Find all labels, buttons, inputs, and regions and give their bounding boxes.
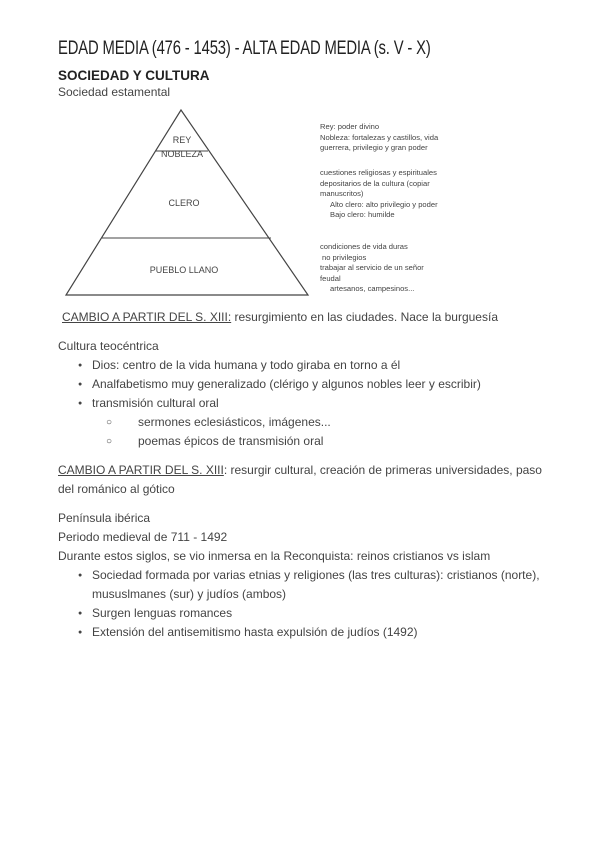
note-line: trabajar al servicio de un señor (320, 263, 424, 272)
estamental-label: Sociedad estamental (58, 85, 171, 99)
teocentrica-heading: Cultura teocéntrica (58, 339, 159, 353)
cambio-label: CAMBIO A PARTIR DEL S. XIII: (62, 310, 232, 324)
note-line: feudal (320, 273, 341, 283)
list-item: ● transmisión cultural oral (58, 394, 558, 413)
list-item: ● Sociedad formada por varias etnias y religiones (las tres culturas): cristianos (norte), mususlmanes (sur) y judíos (ambos) (58, 566, 558, 604)
section-heading: SOCIEDAD Y CULTURA (58, 68, 210, 83)
pyramid-drawing (58, 102, 558, 308)
list-subitem: ○ sermones eclesiásticos, imágenes... (58, 413, 558, 432)
cambio-text: : resurgir cultural, creación de primeras universidades, paso del románico al gótico (58, 463, 542, 496)
note-line: artesanos, campesinos... (330, 284, 415, 293)
iberica-list (58, 566, 558, 642)
note-line: cuestiones religiosas y espirituales (320, 168, 437, 177)
list-item: ● Surgen lenguas romances (58, 604, 558, 623)
notes-top (320, 122, 438, 154)
cambio-label: CAMBIO A PARTIR DEL S. XIII (58, 463, 224, 477)
iberica-line-1: Periodo medieval de 711 - 1492 (58, 530, 228, 544)
note-line: condiciones de vida duras (320, 242, 408, 251)
cambio-paragraph-2 (58, 461, 558, 499)
note-line: Bajo clero: humilde (330, 210, 395, 219)
list-item: ● Extensión del antisemitismo hasta expulsión de judíos (1492) (58, 623, 558, 642)
pyramid-label-nobleza: NOBLEZA (160, 149, 204, 159)
cambio-paragraph-1 (58, 308, 558, 327)
note-line: guerrera, privilegio y gran poder (320, 143, 428, 152)
document-page (58, 38, 558, 642)
estamental-pyramid-diagram (58, 102, 558, 308)
notes-bottom (320, 242, 424, 295)
cambio-text: resurgimiento en las ciudades. Nace la burguesía (231, 310, 498, 324)
iberica-heading: Península ibérica (58, 511, 151, 525)
list-subitem: ○ poemas épicos de transmisión oral (58, 432, 558, 451)
note-line: manuscritos) (320, 189, 364, 198)
page-title: EDAD MEDIA (476 - 1453) - ALTA EDAD MEDIA (s. V - X) (58, 38, 431, 59)
pyramid-label-pueblo-llano: PUEBLO LLANO (149, 265, 219, 275)
iberica-line-2: Durante estos siglos, se vio inmersa en la Reconquista: reinos cristianos vs islam (58, 549, 491, 563)
note-line: no privilegios (322, 252, 367, 262)
note-line: Nobleza: fortalezas y castillos, vida (320, 132, 439, 142)
pyramid-label-clero: CLERO (168, 198, 200, 208)
note-line: depositarios de la cultura (copiar (320, 178, 430, 188)
pyramid-label-rey: REY (172, 135, 192, 145)
note-line: Rey: poder divino (320, 122, 380, 131)
list-item: ● Analfabetismo muy generalizado (clérigo y algunos nobles leer y escribir) (58, 375, 558, 394)
teocentrica-list (58, 356, 558, 451)
notes-middle (320, 168, 438, 221)
note-line: Alto clero: alto privilegio y poder (330, 199, 438, 209)
list-item: ● Dios: centro de la vida humana y todo giraba en torno a él (58, 356, 558, 375)
